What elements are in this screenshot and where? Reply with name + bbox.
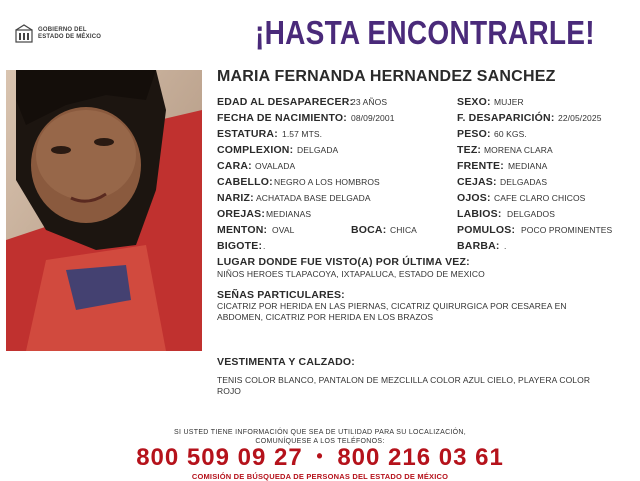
government-name — [38, 27, 101, 41]
clothing-value: TENIS COLOR BLANCO, PANTALON DE MEZCLILLA COLOR AZUL CIELO, PLAYERA COLOR ROJO — [217, 375, 591, 396]
logo-line-1: GOBIERNO DEL — [38, 27, 87, 33]
ears-value: MEDIANAS — [266, 209, 312, 219]
disappearance-date-value: 22/05/2025 — [558, 113, 602, 123]
beard-label: BARBA: — [457, 240, 500, 252]
contact-note-line-2: COMUNÍQUESE A LOS TELÉFONOS: — [255, 438, 385, 445]
complexion-value: MORENA CLARA — [484, 145, 553, 155]
lips-label: LABIOS: — [457, 208, 502, 220]
chin-label: MENTON: — [217, 224, 268, 236]
mustache-label: BIGOTE: — [217, 240, 263, 252]
phone-separator: • — [316, 446, 324, 466]
birthdate-value: 08/09/2001 — [351, 113, 395, 123]
cheekbones-value: POCO PROMINENTES — [521, 225, 613, 235]
commission-name: COMISIÓN DE BÚSQUEDA DE PERSONAS DEL ESTADO DE MÉXICO — [191, 472, 449, 481]
hair-label: CABELLO: — [217, 176, 273, 188]
nose-value: ACHATADA BASE DELGADA — [256, 193, 371, 203]
mouth-value: CHICA — [390, 225, 417, 235]
forehead-value: MEDIANA — [508, 161, 548, 171]
clothing-label: VESTIMENTA Y CALZADO: — [217, 356, 355, 368]
ears-label: OREJAS: — [217, 208, 266, 220]
build-label: COMPLEXION: — [217, 144, 294, 156]
contact-note-line-1: SI USTED TIENE INFORMACIÓN QUE SEA DE UTILIDAD PARA SU LOCALIZACIÓN, — [173, 429, 467, 436]
logo-line-2: ESTADO DE MÉXICO — [38, 34, 102, 40]
face-value: OVALADA — [255, 161, 296, 171]
phone-number-2[interactable]: 800 216 03 61 — [337, 444, 504, 471]
last-seen-value: NIÑOS HEROES TLAPACOYA, IXTAPALUCA, ESTADO DE MEXICO — [217, 269, 485, 279]
mouth-label: BOCA: — [351, 224, 387, 236]
face-label: CARA: — [217, 160, 252, 172]
disappearance-date-label: F. DESAPARICIÓN: — [457, 112, 555, 124]
cheekbones-label: POMULOS: — [457, 224, 516, 236]
headline: ¡HASTA ENCONTRARLE! — [255, 14, 595, 51]
eyes-value: CAFE CLARO CHICOS — [494, 193, 586, 203]
height-value: 1.57 MTS. — [282, 129, 323, 139]
sex-label: SEXO: — [457, 96, 491, 108]
state-emblem-icon — [14, 24, 34, 44]
weight-label: PESO: — [457, 128, 491, 140]
forehead-label: FRENTE: — [457, 160, 504, 172]
government-logo — [14, 24, 101, 44]
eyebrows-value: DELGADAS — [500, 177, 548, 187]
height-label: ESTATURA: — [217, 128, 278, 140]
weight-value: 60 KGS. — [494, 129, 527, 139]
complexion-label: TEZ: — [457, 144, 482, 156]
nose-label: NARIZ: — [217, 192, 254, 204]
person-photo — [6, 70, 202, 351]
phone-number-1[interactable]: 800 509 09 27 — [136, 444, 303, 471]
particular-signs-label: SEÑAS PARTICULARES: — [217, 289, 345, 301]
person-name: MARIA FERNANDA HERNANDEZ SANCHEZ — [217, 68, 556, 85]
beard-value: . — [504, 241, 507, 251]
chin-value: OVAL — [272, 225, 295, 235]
age-label: EDAD AL DESAPARECER: — [217, 96, 354, 108]
particular-signs-value: CICATRIZ POR HERIDA EN LAS PIERNAS, CICATRIZ QUIRURGICA POR CESAREA EN ABDOMEN, CICATRIZ POR HERIDA EN LOS BRAZOS — [217, 301, 567, 322]
birthdate-label: FECHA DE NACIMIENTO: — [217, 112, 347, 124]
mustache-value: . — [263, 241, 266, 251]
lips-value: DELGADOS — [507, 209, 556, 219]
last-seen-label: LUGAR DONDE FUE VISTO(A) POR ÚLTIMA VEZ: — [217, 256, 470, 268]
hair-value: NEGRO A LOS HOMBROS — [274, 177, 380, 187]
eyebrows-label: CEJAS: — [457, 176, 497, 188]
build-value: DELGADA — [297, 145, 339, 155]
eyes-label: OJOS: — [457, 192, 491, 204]
age-value: 23 AÑOS — [351, 97, 388, 107]
phone-numbers — [0, 444, 640, 472]
sex-value: MUJER — [494, 97, 524, 107]
